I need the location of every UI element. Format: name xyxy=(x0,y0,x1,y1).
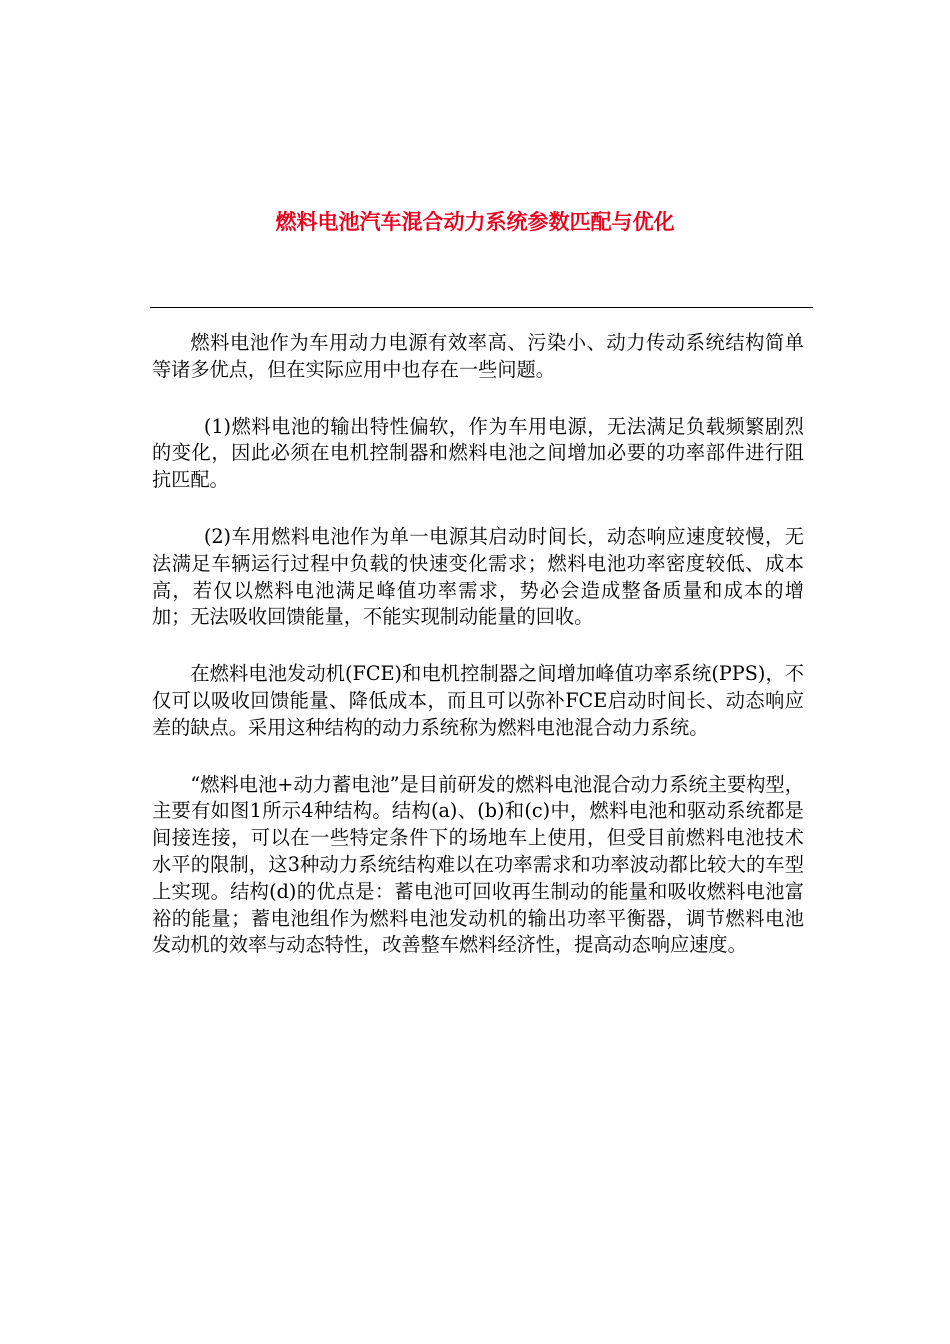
paragraph-hybrid-system: 在燃料电池发动机(FCE)和电机控制器之间增加峰值功率系统(PPS)，不仅可以吸收回馈能量、降低成本，而且可以弥补FCE启动时间长、动态响应差的缺点。采用这种结构的动力系统称为燃料电池混合动力系统。 xyxy=(152,662,804,739)
paragraph-intro: 燃料电池作为车用动力电源有效率高、污染小、动力传动系统结构简单等诸多优点，但在实际应用中也存在一些问题。 xyxy=(152,331,804,381)
body-text xyxy=(152,330,804,989)
paragraph-structures: “燃料电池+动力蓄电池”是目前研发的燃料电池混合动力系统主要构型，主要有如图1所示4种结构。结构(a)、(b)和(c)中，燃料电池和驱动系统都是间接连接，可以在一些特定条件下的场地车上使用，但受目前燃料电池技术水平的限制，这3种动力系统结构难以在功率需求和功率波动都比较大的车型上实现。结构(d)的优点是：蓄电池可回收再生制动的能量和吸收燃料电池富裕的能量；蓄电池组作为燃料电池发动机的输出功率平衡器，调节燃料电池发动机的效率与动态特性，改善整车燃料经济性，提高动态响应速度。 xyxy=(152,772,804,957)
title-divider xyxy=(150,307,813,308)
paragraph-issue-1: (1)燃料电池的输出特性偏软，作为车用电源，无法满足负载频繁剧烈的变化，因此必须在电机控制器和燃料电池之间增加必要的功率部件进行阻抗匹配。 xyxy=(152,414,804,492)
paragraph-issue-2: (2)车用燃料电池作为单一电源其启动时间长，动态响应速度较慢，无法满足车辆运行过程中负载的快速变化需求；燃料电池功率密度较低、成本高，若仅以燃料电池满足峰值功率需求，势必会造成整备质量和成本的增加；无法吸收回馈能量，不能实现制动能量的回收。 xyxy=(152,524,804,629)
page-title: 燃料电池汽车混合动力系统参数匹配与优化 xyxy=(275,210,675,234)
